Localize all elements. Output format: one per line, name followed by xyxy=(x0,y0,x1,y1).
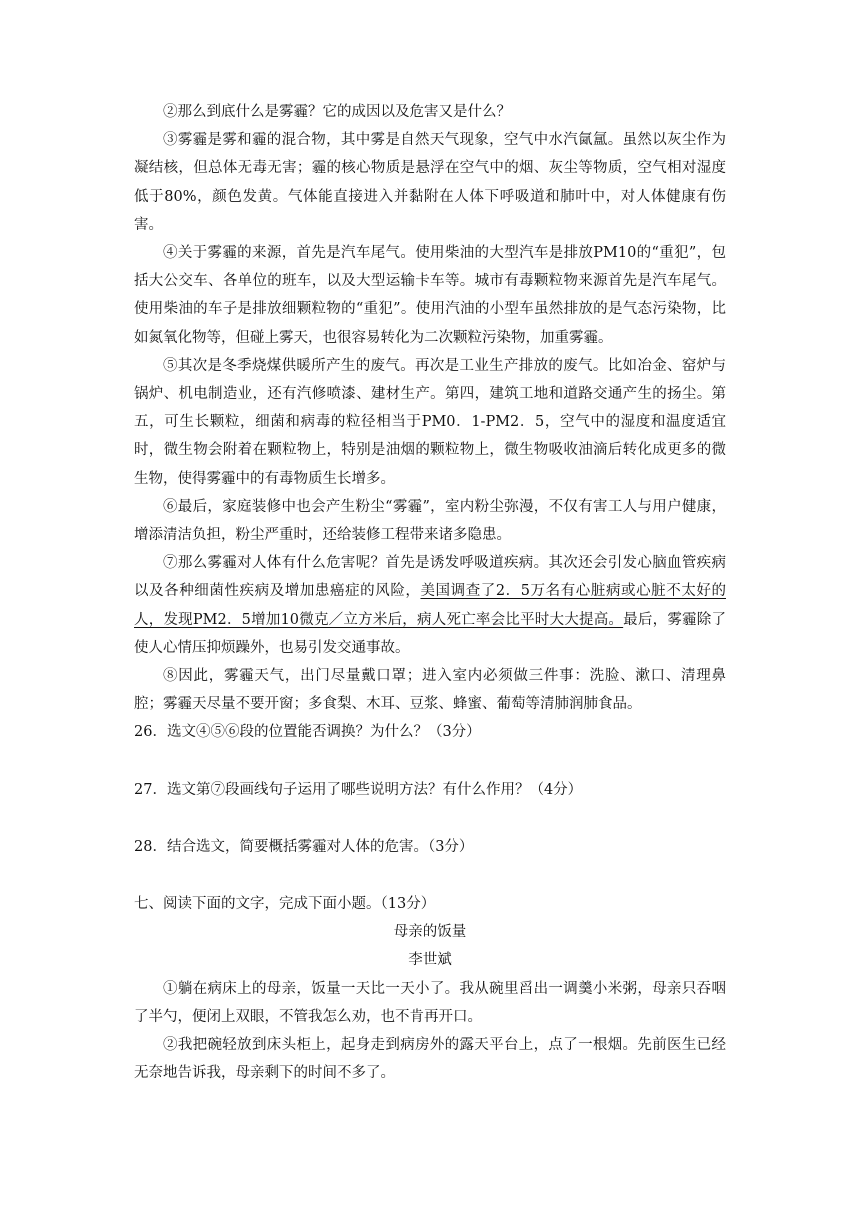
article-author: 李世斌 xyxy=(408,952,452,969)
paragraph-6: ⑥最后，家庭装修中也会产生粉尘“雾霾”，室内粉尘弥漫，不仅有害工人与用户健康，增添清洁负担，粉尘严重时，还给装修工程带来诸多隐患。 xyxy=(134,498,726,544)
question-28: 28．结合选文，简要概括雾霾对人体的危害。（3分） xyxy=(134,838,474,855)
paragraph-4: ④关于雾霾的来源，首先是汽车尾气。使用柴油的大型汽车是排放PM10的“重犯”，包括大公交车、各单位的班车，以及大型运输卡车等。城市有毒颗粒物来源首先是汽车尾气。使用柴油的车子是排放细颗粒物的“重犯”。使用汽油的小型车虽然排放的是气态污染物，比如氮氧化物等，但碰上雾天，也很容易转化为二次颗粒污染物，加重雾霾。 xyxy=(134,245,726,346)
section-heading: 七、阅读下面的文字，完成下面小题。（13分） xyxy=(134,896,436,913)
article-title: 母亲的饭量 xyxy=(393,924,467,941)
paragraph-8: ⑧因此，雾霾天气，出门尽量戴口罩；进入室内必须做三件事：洗脸、漱口、清理鼻腔；雾霾天尽量不要开窗；多食梨、木耳、豆浆、蜂蜜、葡萄等清肺润肺食品。 xyxy=(134,668,726,713)
paragraph-7-text-end: 最后，雾霾除了使人心情压抑烦躁外，也易引发交通事故。 xyxy=(134,611,726,656)
paragraph-7-text: ⑦那么雾霾对人体有什么危害呢？首先是诱发呼吸道疾病。其次还会引发心脑血管疾病以及各种细菌性疾病及增加患癌症的风险， xyxy=(134,555,726,600)
paragraph-3: ③雾霾是雾和霾的混合物，其中雾是自然天气现象，空气中水汽氤氲。虽然以灰尘作为凝结核，但总体无毒无害；霾的核心物质是悬浮在空气中的烟、灰尘等物质，空气相对湿度低于80%，颜色发黄。气体能直接进入并黏附在人体下呼吸道和肺叶中，对人体健康有伤害。 xyxy=(134,132,726,233)
answer-space xyxy=(134,747,726,776)
answer-space xyxy=(134,861,726,890)
document-body xyxy=(134,98,726,1088)
paragraph-2: ②那么到底什么是雾霾？它的成因以及危害又是什么？ xyxy=(163,104,511,120)
paragraph-5: ⑤其次是冬季烧煤供暖所产生的废气。再次是工业生产排放的废气。比如冶金、窑炉与锅炉、机电制造业，还有汽修喷漆、建材生产。第四，建筑工地和道路交通产生的扬尘。第五，可生长颗粒，细菌和病毒的粒径相当于PM0．1-PM2．5，空气中的湿度和温度适宜时，微生物会附着在颗粒物上，特别是油烟的颗粒物上，微生物吸收油滴后转化成更多的微生物，使得雾霾中的有毒物质生长增多。 xyxy=(134,357,726,487)
question-26: 26．选文④⑤⑥段的位置能否调换？为什么？（3分） xyxy=(134,724,481,741)
underlined-sentence: 美国调查了2．5万名有心脏病或心脏不太好的人，发现PM2．5增加10微克／立方米后，病人死亡率会比平时大大提高。 xyxy=(134,583,726,628)
article-paragraph-2: ②我把碗轻放到床头柜上，起身走到病房外的露天平台上，点了一根烟。先前医生已经无奈地告诉我，母亲剩下的时间不多了。 xyxy=(134,1037,726,1082)
article-paragraph-1: ①躺在病床上的母亲，饭量一天比一天小了。我从碗里舀出一调羹小米粥，母亲只吞咽了半勺，便闭上双眼，不管我怎么劝，也不肯再开口。 xyxy=(134,980,726,1025)
answer-space xyxy=(134,804,726,833)
question-27: 27．选文第⑦段画线句子运用了哪些说明方法？有什么作用？（4分） xyxy=(134,781,583,798)
paragraph-7 xyxy=(134,549,726,662)
